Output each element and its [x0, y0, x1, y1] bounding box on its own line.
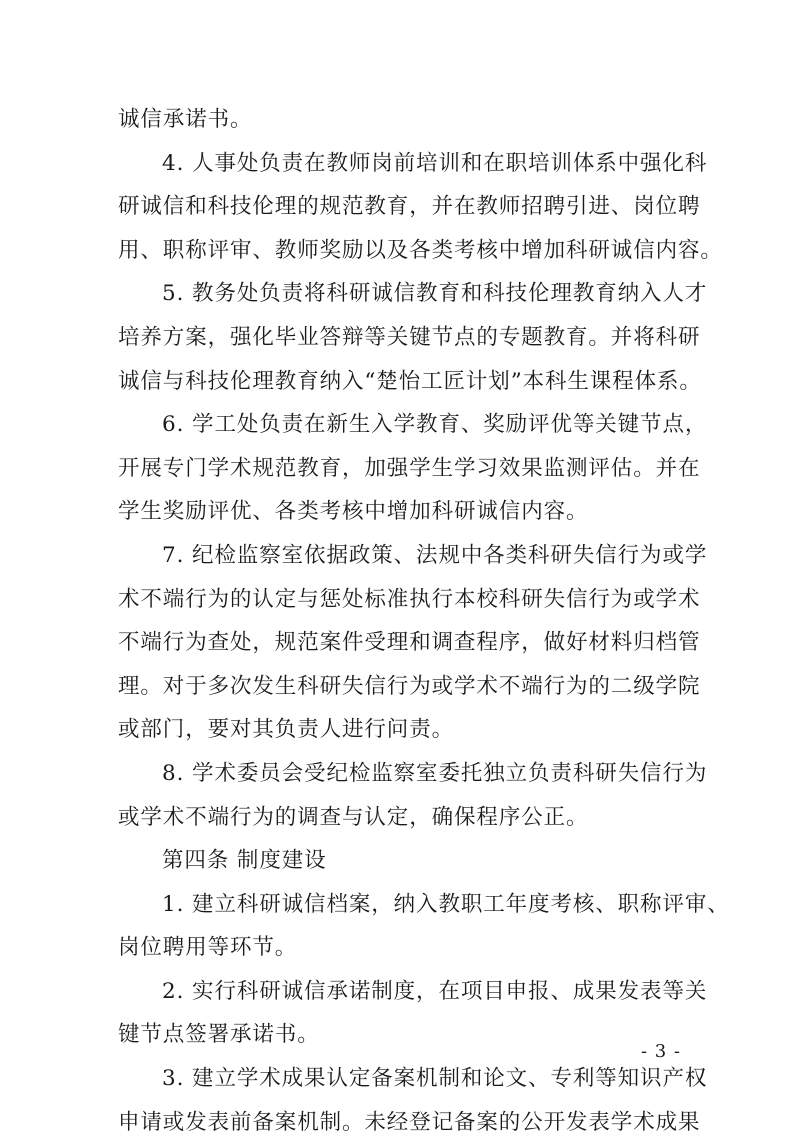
text-line: 1. 建立科研诚信档案，纳入教职工年度考核、职称评审、: [162, 891, 730, 917]
text-line: 研诚信和科技伦理的规范教育，并在教师招聘引进、岗位聘: [118, 194, 701, 220]
text-line: 培养方案，强化毕业答辩等关键节点的专题教育。并将科研: [118, 324, 701, 350]
text-line: 学生奖励评优、各类考核中增加科研诚信内容。: [118, 499, 589, 525]
text-line: 术不端行为的认定与惩处标准执行本校科研失信行为或学术: [118, 586, 701, 612]
text-line: 不端行为查处，规范案件受理和调查程序，做好材料归档管: [118, 630, 701, 656]
text-line: 7. 纪检监察室依据政策、法规中各类科研失信行为或学: [162, 542, 708, 568]
text-line: 键节点签署承诺书。: [118, 1022, 320, 1048]
text-line: 4. 人事处负责在教师岗前培训和在职培训体系中强化科: [162, 150, 708, 176]
text-line: 2. 实行科研诚信承诺制度，在项目申报、成果发表等关: [162, 978, 708, 1004]
text-line: 3. 建立学术成果认定备案机制和论文、专利等知识产权: [162, 1066, 708, 1092]
body-text: [118, 98, 730, 1144]
text-line: 开展专门学术规范教育，加强学生学习效果监测评估。并在: [118, 455, 701, 481]
text-line: 8. 学术委员会受纪检监察室委托独立负责科研失信行为: [162, 760, 708, 786]
text-line: 理。对于多次发生科研失信行为或学术不端行为的二级学院: [118, 673, 701, 699]
text-line: 岗位聘用等环节。: [118, 935, 298, 961]
text-line: 6. 学工处负责在新生入学教育、奖励评优等关键节点，: [162, 412, 708, 438]
page-number: - 3 -: [640, 1041, 681, 1062]
text-line: 诚信承诺书。: [118, 107, 253, 132]
text-line: 诚信与科技伦理教育纳入“楚怡工匠计划”本科生课程体系。: [118, 368, 702, 394]
text-line: 第四条 制度建设: [162, 848, 327, 874]
text-line: 申请或发表前备案机制。未经登记备案的公开发表学术成果: [118, 1109, 701, 1135]
text-line: 5. 教务处负责将科研诚信教育和科技伦理教育纳入人才: [162, 281, 708, 307]
text-line: 或学术不端行为的调查与认定，确保程序公正。: [118, 804, 589, 830]
text-line: 或部门，要对其负责人进行问责。: [118, 717, 455, 743]
text-line: 用、职称评审、教师奖励以及各类考核中增加科研诚信内容。: [118, 237, 723, 263]
